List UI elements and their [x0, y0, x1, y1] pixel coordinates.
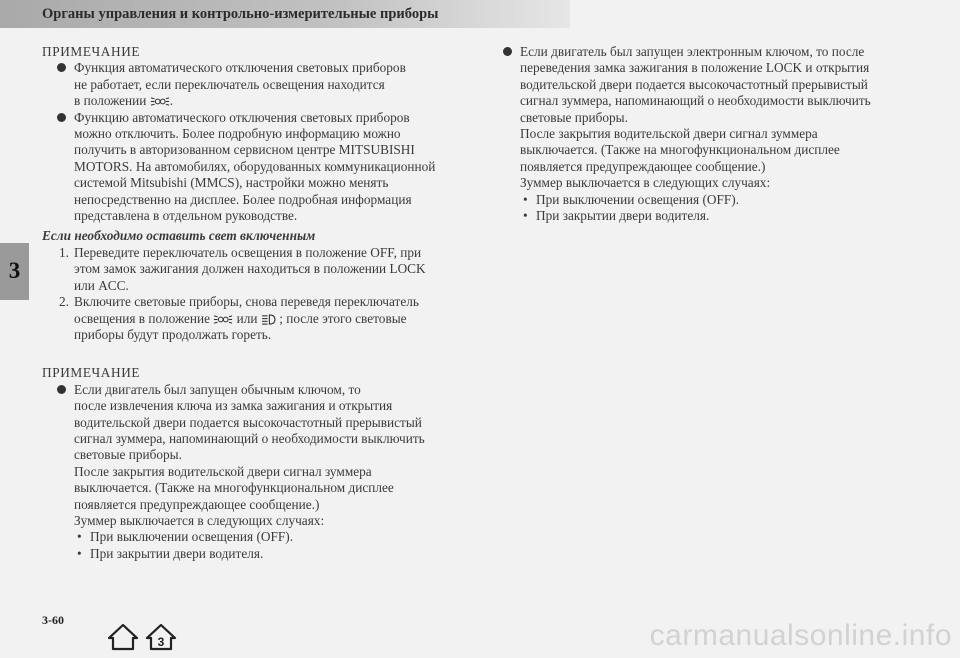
- text-line: выключается. (Также на многофункциональном дисплее: [520, 142, 840, 158]
- header-title: Органы управления и контрольно-измерительные приборы: [42, 6, 439, 22]
- sub-bullet: • При закрытии двери водителя.: [42, 546, 472, 562]
- text-line: Если двигатель был запущен электронным ключом, то после: [520, 44, 865, 59]
- text-span: в положении: [74, 93, 147, 109]
- text-line: переведения замка зажигания в положение LOCK и открытия: [520, 60, 870, 76]
- text-line: водительской двери подается высокочастотный прерывистый: [520, 76, 868, 92]
- text-line: Функцию автоматического отключения световых приборов: [74, 109, 410, 125]
- text-line: получить в авторизованном сервисном центре MITSUBISHI: [74, 142, 415, 158]
- sub-bullet: • При выключении освещения (OFF).: [488, 192, 918, 208]
- note-title: ПРИМЕЧАНИЕ: [42, 365, 141, 381]
- text-line: Зуммер выключается в следующих случаях:: [74, 512, 325, 528]
- sub-bullet: • При выключении освещения (OFF).: [42, 529, 472, 545]
- text-line: представлена в отдельном руководстве.: [74, 208, 298, 224]
- home-icon[interactable]: [106, 623, 140, 651]
- section-home-icon[interactable]: [144, 623, 178, 651]
- note-bullet: [42, 382, 472, 464]
- bullet-dot: [57, 385, 66, 394]
- footer-nav: [106, 623, 178, 651]
- text-span: освещения в положение: [74, 310, 210, 326]
- text-span: или: [236, 310, 258, 326]
- bullet-dot: [57, 63, 66, 72]
- text-line: этом замок зажигания должен находиться в положении LOCK: [74, 261, 426, 277]
- left-column: [42, 44, 472, 562]
- text-line: выключается. (Также на многофункциональном дисплее: [74, 480, 394, 496]
- text-line: сигнал зуммера, напоминающий о необходимости выключить: [520, 93, 871, 109]
- headlight-icon: [261, 314, 276, 325]
- text-line: водительской двери подается высокочастотный прерывистый: [74, 414, 422, 430]
- note-bullet: [42, 60, 472, 109]
- text-line: Функция автоматического отключения световых приборов: [74, 60, 406, 76]
- section-tab: [0, 243, 29, 300]
- text-line: не работает, если переключатель освещения находится: [74, 76, 385, 92]
- page-header: [0, 0, 570, 28]
- text-line: Переведите переключатель освещения в положение OFF, при: [74, 244, 422, 260]
- text-line: в положении .: [74, 93, 174, 109]
- text-line: MOTORS. На автомобилях, оборудованных коммуникационной: [74, 158, 436, 174]
- text-line: световые приборы.: [520, 109, 628, 125]
- step-item: [42, 245, 472, 294]
- step-number: 1.: [59, 244, 69, 260]
- text-line: После закрытия водительской двери сигнал зуммера: [520, 126, 818, 142]
- note-title: ПРИМЕЧАНИЕ: [42, 44, 141, 59]
- section-heading: Если необходимо оставить свет включенным: [42, 228, 316, 244]
- text-line: или ACC.: [74, 277, 129, 293]
- text-line: Зуммер выключается в следующих случаях:: [520, 175, 771, 191]
- text-line: Включите световые приборы, снова переведя переключатель: [74, 294, 419, 310]
- bullet-dot: [57, 113, 66, 122]
- text-span: ; после этого световые: [279, 310, 407, 326]
- text-line: системой Mitsubishi (MMCS), настройки можно менять: [74, 175, 389, 191]
- note-paragraph: [42, 464, 472, 530]
- note-paragraph: [488, 126, 918, 192]
- step-item: [42, 294, 472, 343]
- text-line: сигнал зуммера, напоминающий о необходимости выключить: [74, 430, 425, 446]
- sub-bullet: • При закрытии двери водителя.: [488, 208, 918, 224]
- text-line: При выключении освещения (OFF).: [90, 529, 294, 545]
- text-line: появляется предупреждающее сообщение.): [74, 496, 320, 512]
- watermark: carmanualsonline.info: [649, 619, 952, 652]
- text-line: [74, 311, 472, 327]
- text-line: Если двигатель был запущен обычным ключом, то: [74, 381, 361, 397]
- note-bullet: [42, 110, 472, 225]
- right-column: [488, 44, 918, 224]
- bullet-dot: [503, 47, 512, 56]
- text-line: после извлечения ключа из замка зажигания и открытия: [74, 398, 393, 414]
- text-line: непосредственно на дисплее. Более подробная информация: [74, 191, 412, 207]
- text-line: приборы будут продолжать гореть.: [74, 326, 272, 342]
- sidelight-icon: [213, 314, 233, 325]
- section-number: 3: [8, 258, 21, 283]
- text-line: После закрытия водительской двери сигнал зуммера: [74, 463, 372, 479]
- sidelight-icon: [150, 96, 170, 107]
- text-line: можно отключить. Более подробную информацию можно: [74, 126, 401, 142]
- note-bullet: [488, 44, 918, 126]
- text-line: При закрытии двери водителя.: [90, 545, 264, 561]
- text-line: При закрытии двери водителя.: [536, 208, 710, 224]
- text-line: световые приборы.: [74, 447, 182, 463]
- text-line: появляется предупреждающее сообщение.): [520, 158, 766, 174]
- text-line: При выключении освещения (OFF).: [536, 191, 740, 207]
- step-number: 2.: [59, 294, 69, 310]
- section-badge: 3: [157, 635, 165, 649]
- page-number: 3-60: [42, 613, 64, 627]
